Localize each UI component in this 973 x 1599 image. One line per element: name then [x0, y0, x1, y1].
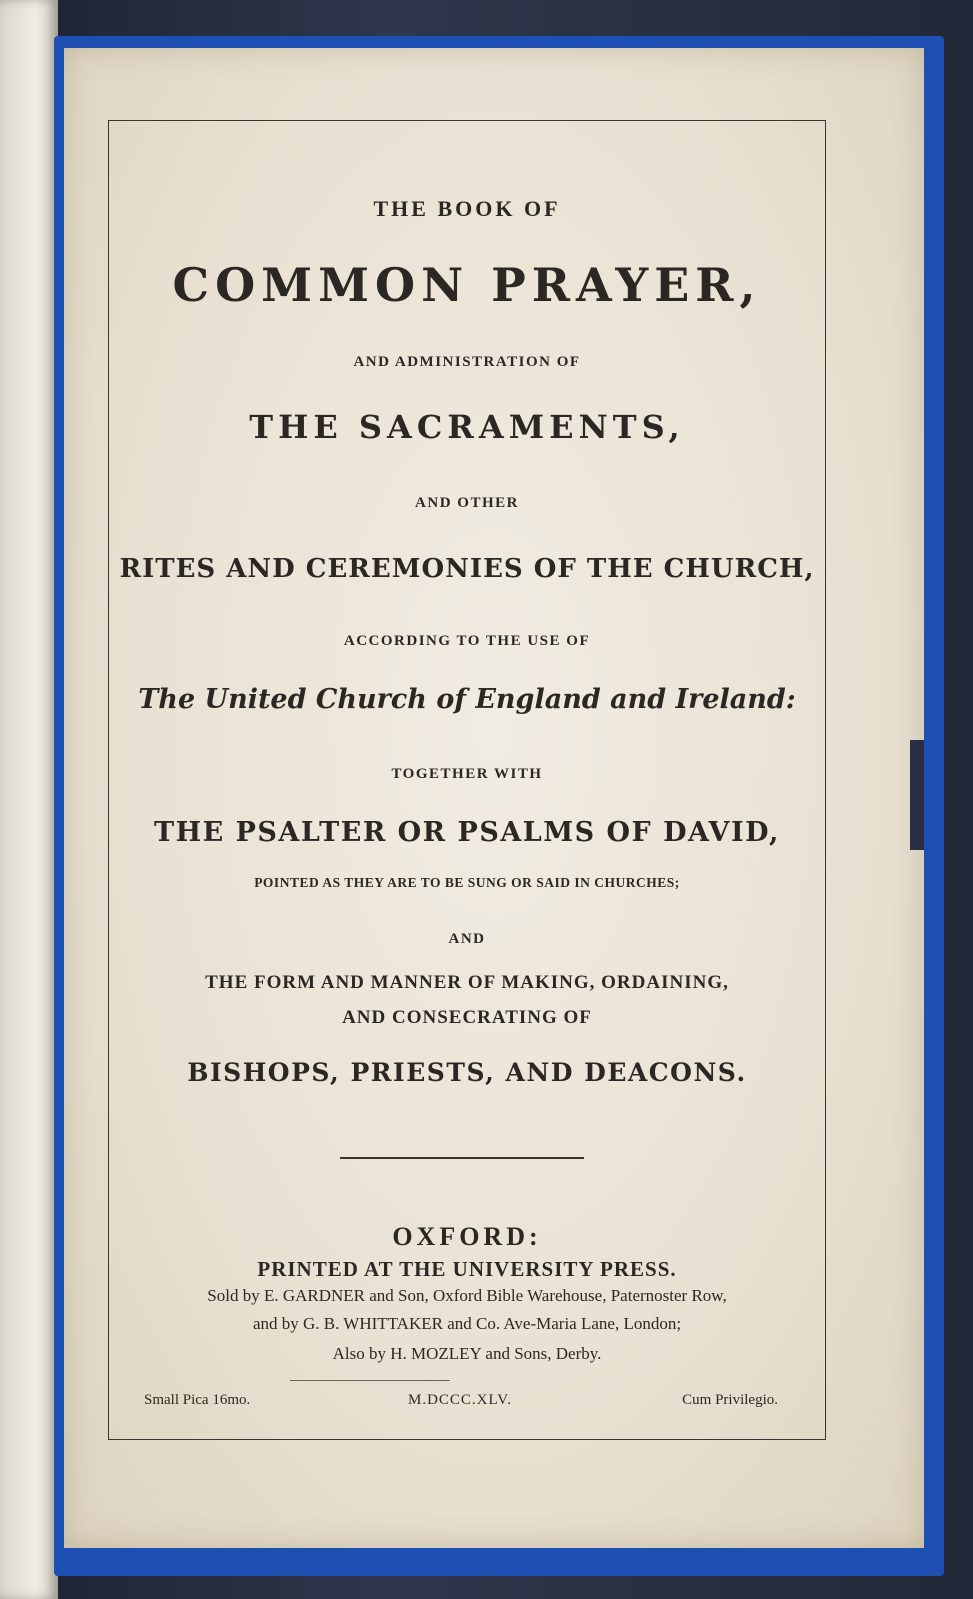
cover-notch	[910, 740, 924, 850]
title-pointed: POINTED AS THEY ARE TO BE SUNG OR SAID IN CHURCHES;	[254, 875, 680, 890]
divider-rule	[340, 1157, 584, 1159]
title-common-prayer: COMMON PRAYER,	[172, 258, 762, 312]
footer-row	[108, 1392, 826, 1416]
footer-divider	[290, 1380, 450, 1381]
title-consecrating: AND CONSECRATING OF	[342, 1007, 592, 1028]
title-and-other: AND OTHER	[415, 495, 519, 511]
imprint-printer: PRINTED AT THE UNIVERSITY PRESS.	[257, 1257, 677, 1281]
title-administration-of: AND ADMINISTRATION OF	[353, 354, 581, 370]
imprint-sold-line-2: and by G. B. WHITTAKER and Co. Ave-Maria Lane, London;	[252, 1314, 682, 1333]
imprint-sold-line-1: Sold by E. GARDNER and Son, Oxford Bible Warehouse, Paternoster Row,	[207, 1286, 727, 1305]
footer-privilege: Cum Privilegio.	[682, 1392, 778, 1408]
title-form-and-manner: THE FORM AND MANNER OF MAKING, ORDAINING,	[205, 972, 729, 993]
title-the-book-of: THE BOOK OF	[373, 196, 561, 221]
facing-page-edge	[0, 0, 58, 1599]
title-together-with: TOGETHER WITH	[391, 766, 543, 782]
title-and: AND	[448, 931, 486, 947]
title-sacraments: THE SACRAMENTS,	[249, 408, 685, 446]
imprint-sold-line-3: Also by H. MOZLEY and Sons, Derby.	[332, 1344, 602, 1363]
footer-format: Small Pica 16mo.	[144, 1392, 251, 1408]
title-bishops-priests-deacons: BISHOPS, PRIESTS, AND DEACONS.	[187, 1058, 747, 1087]
title-according-to: ACCORDING TO THE USE OF	[343, 633, 591, 649]
title-rites-and-ceremonies: RITES AND CEREMONIES OF THE CHURCH,	[119, 554, 815, 584]
footer-date: M.DCCC.XLV.	[408, 1392, 512, 1408]
title-united-church: The United Church of England and Ireland:	[138, 684, 796, 715]
imprint-place: OXFORD:	[392, 1222, 542, 1251]
title-psalter: THE PSALTER OR PSALMS OF DAVID,	[154, 817, 780, 848]
